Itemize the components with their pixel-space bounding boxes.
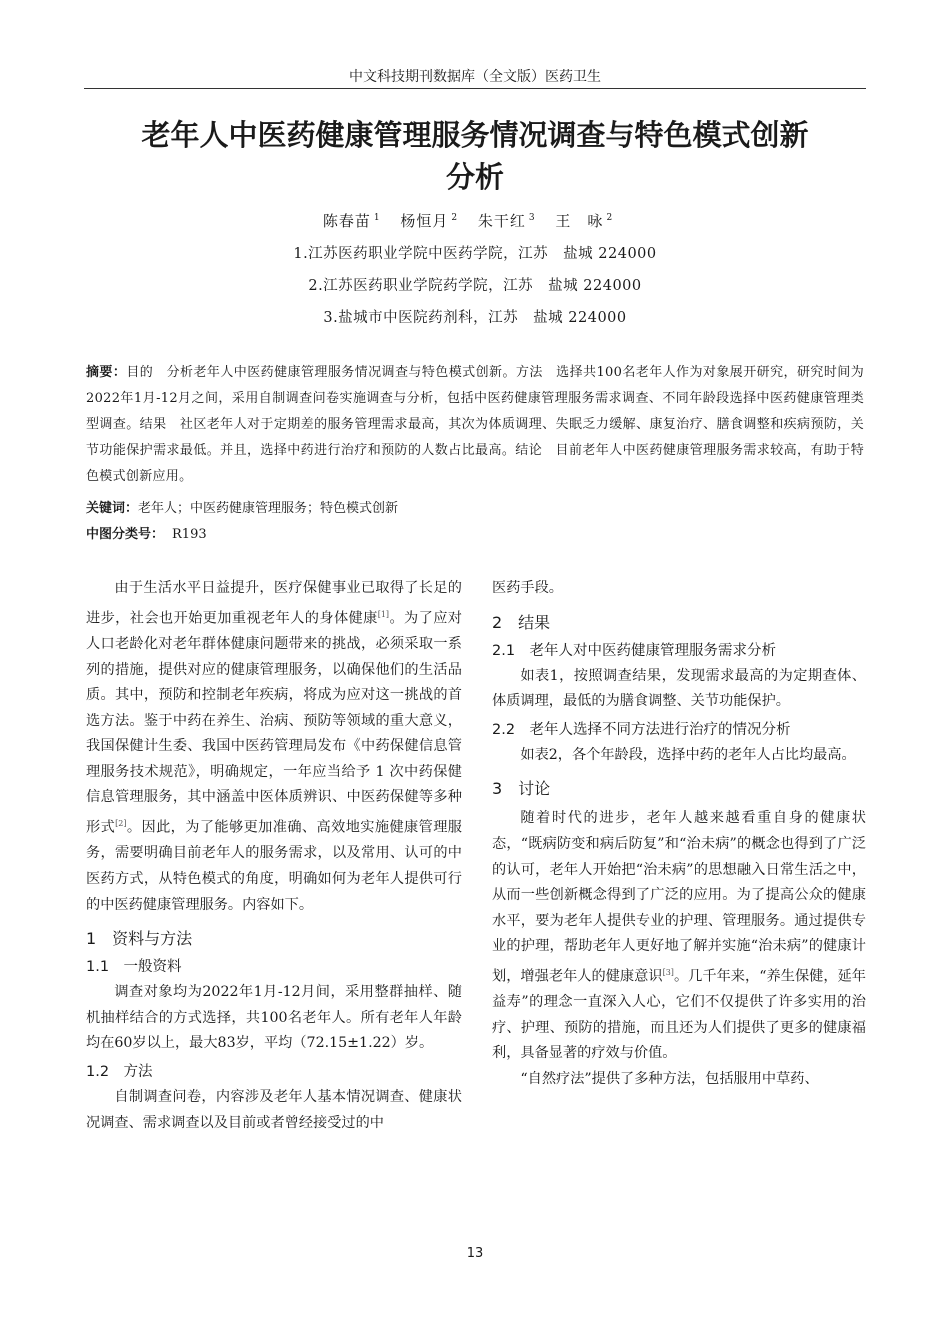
affiliation-3: 3.盐城市中医院药剂科，江苏 盐城 224000 bbox=[323, 310, 627, 326]
title-line-1: 老年人中医药健康管理服务情况调查与特色模式创新 bbox=[141, 118, 809, 152]
affiliation-1: 1.江苏医药职业学院中医药学院，江苏 盐城 224000 bbox=[293, 246, 657, 262]
classification-label: 中图分类号： bbox=[86, 527, 165, 542]
intro-text-1: 由于生活水平日益提升，医疗保健事业已取得了长足的进步，社会也开始更加重视老年人的身体健康 bbox=[86, 580, 462, 627]
abstract-text: 目的 分析老年人中医药健康管理服务情况调查与特色模式创新。方法 选择共100名老年人作为对象展开研究，研究时间为2022年1月-12月之间，采用自制调查问卷实施调查与分析，包括中医药健康管理服务需求调查、不同年龄段选择中医药健康管理类型调查。结果 社区老年人对于定期差的服务管理需求最高，其次为体质调理、失眠乏力缓解、康复治疗、膳食调整和疾病预防，关节功能保护需求最低。并且，选择中药进行治疗和预防的人数占比最高。结论 目前老年人中医药健康管理服务需求较高，有助于特色模式创新应用。 bbox=[86, 365, 864, 484]
author-affil-mark: 3 bbox=[528, 213, 536, 223]
left-column bbox=[86, 576, 462, 1136]
section-3-heading: 3 讨论 bbox=[492, 779, 551, 799]
citation-3: [3] bbox=[662, 967, 674, 977]
paper-title bbox=[84, 114, 866, 198]
right-column bbox=[492, 576, 866, 1093]
intro-text-3: 。因此，为了能够更加准确、高效地实施健康管理服务，需要明确目前老年人的服务需求，以及常用、认可的中医药方式，从特色模式的角度，明确如何为老年人提供可行的中医药健康管理服务。内容如下。 bbox=[86, 819, 462, 913]
section-1-2-heading: 1.2 方法 bbox=[86, 1063, 153, 1080]
section-1-heading: 1 资料与方法 bbox=[86, 929, 193, 949]
discussion-text-1: 随着时代的进步，老年人越来越看重自身的健康状态，“既病防变和病后防复”和“治未病”的概念也得到了广泛的认可，老年人开始把“治未病”的思想融入日常生活之中，从而一些创新概念得到了广泛的应用。为了提高公众的健康水平，要为老年人提供专业的护理、管理服务。通过提供专业的护理，帮助老年人更好地了解并实施“治未病”的健康计划，增强老年人的健康意识 bbox=[492, 810, 866, 985]
continued-text: 医药手段。 bbox=[492, 580, 563, 596]
section-2-2-heading: 2.2 老年人选择不同方法进行治疗的情况分析 bbox=[492, 721, 791, 738]
citation-1: [1] bbox=[377, 609, 390, 619]
discussion-text-2: 。几千年来，“养生保健，延年益寿”的理念一直深入人心，它们不仅提供了许多实用的治疗、护理、预防的措施，而且还为人们提供了更多的健康福利，具备显著的疗效与价值。 bbox=[492, 968, 866, 1062]
title-line-2: 分析 bbox=[445, 160, 504, 194]
citation-2: [2] bbox=[115, 819, 127, 829]
discussion-paragraph-2: “自然疗法”提供了多种方法，包括服用中草药、 bbox=[520, 1071, 819, 1088]
affiliation-2: 2.江苏医药职业学院药学院，江苏 盐城 224000 bbox=[308, 278, 642, 294]
classification-code: R193 bbox=[172, 527, 207, 542]
section-1-2-paragraph: 自制调查问卷，内容涉及老年人基本情况调查、健康状况调查、需求调查以及目前或者曾经接受过的中 bbox=[86, 1088, 462, 1131]
keywords-text: 老年人；中医药健康管理服务；特色模式创新 bbox=[138, 501, 399, 516]
keywords bbox=[86, 496, 864, 522]
author-name: 杨恒月 bbox=[400, 212, 449, 230]
author-affil-mark: 1 bbox=[373, 213, 381, 223]
author-affil-mark: 2 bbox=[451, 213, 459, 223]
author-name: 王 咏 bbox=[555, 212, 604, 230]
page-number: 13 bbox=[466, 1246, 484, 1261]
intro-paragraph bbox=[86, 576, 462, 918]
abstract-label: 摘要： bbox=[86, 365, 127, 380]
discussion-paragraph-1 bbox=[492, 806, 866, 1067]
author-list bbox=[84, 206, 866, 233]
section-2-1-paragraph: 如表1，按照调查结果，发现需求最高的为定期查体、体质调理，最低的为膳食调整、关节功能保护。 bbox=[492, 667, 866, 710]
author-affil-mark: 2 bbox=[606, 213, 614, 223]
author-name: 朱干红 bbox=[477, 212, 526, 230]
section-2-heading: 2 结果 bbox=[492, 612, 551, 632]
section-2-1-heading: 2.1 老年人对中医药健康管理服务需求分析 bbox=[492, 642, 777, 659]
section-2-2-paragraph: 如表2，各个年龄段，选择中药的老年人占比均最高。 bbox=[520, 746, 856, 763]
journal-header: 中文科技期刊数据库（全文版）医药卫生 bbox=[84, 66, 866, 89]
classification bbox=[86, 522, 864, 548]
keywords-label: 关键词： bbox=[86, 501, 139, 516]
abstract bbox=[86, 360, 864, 490]
section-1-1-heading: 1.1 一般资料 bbox=[86, 959, 182, 976]
author-name: 陈春苗 bbox=[322, 212, 371, 230]
intro-text-2: 。为了应对人口老龄化对老年群体健康问题带来的挑战，必须采取一系列的措施，提供对应的健康管理服务，以确保他们的生活品质。其中，预防和控制老年疾病，将成为应对这一挑战的首选方法。鉴于中药在养生、治病、预防等领域的重大意义，我国保健计生委、我国中医药管理局发布《中药保健信息管理服务技术规范》，明确规定，一年应当给予 1 次中药保健信息管理服务，其中涵盖中医体质辨识、中医药保健等多种形式 bbox=[86, 610, 462, 836]
section-1-1-paragraph: 调查对象均为2022年1月-12月间，采用整群抽样、随机抽样结合的方式选择，共100名老年人。所有老年人年龄均在60岁以上，最大83岁，平均（72.15±1.22）岁。 bbox=[86, 984, 462, 1052]
